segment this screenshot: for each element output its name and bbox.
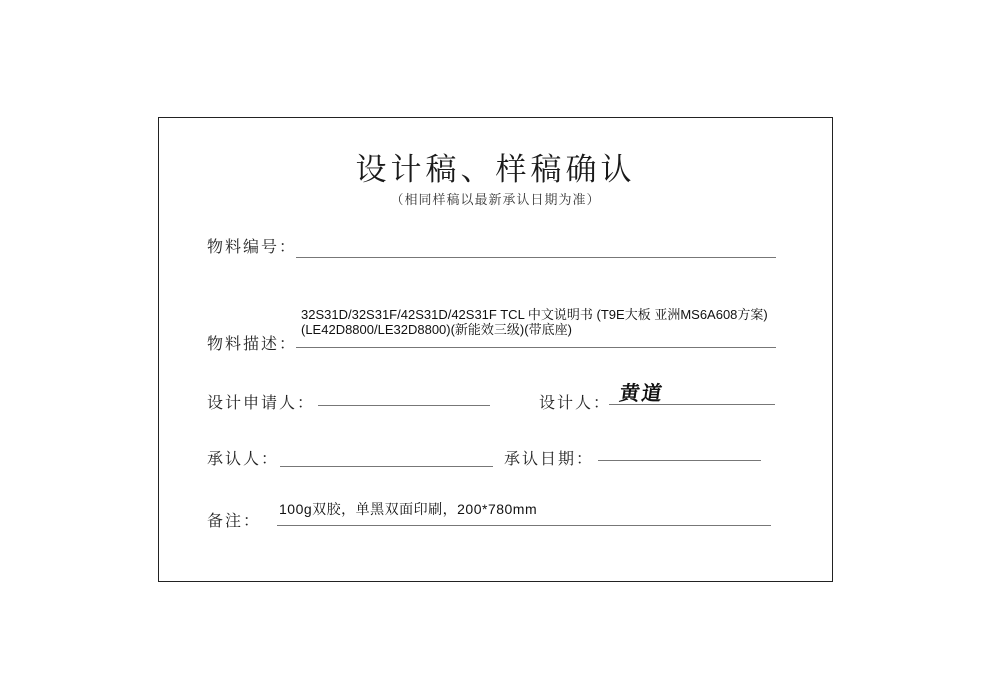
form-title: 设计稿、样稿确认 [355, 152, 636, 188]
approver-label: 承认人： [207, 449, 280, 468]
confirmation-form [158, 117, 833, 582]
material-number-field[interactable] [296, 257, 776, 258]
form-subtitle: （相同样稿以最新承认日期为准） [390, 193, 601, 208]
material-description-label: 物料描述： [207, 334, 298, 353]
material-number-label: 物料编号： [207, 237, 298, 256]
remarks-value: 100g双胶，单黑双面印刷，200*780mm [279, 501, 538, 517]
design-applicant-field[interactable] [318, 405, 490, 406]
material-description-field[interactable] [296, 347, 776, 348]
approver-field[interactable] [280, 466, 493, 467]
material-description-line2: (LE42D8800/LE32D8800)(新能效三级)(带底座) [301, 322, 572, 337]
material-description-line1: 32S31D/32S31F/42S31D/42S31F TCL 中文说明书 (T9E大板 亚洲MS6A608方案) [301, 307, 768, 322]
approval-date-field[interactable] [598, 460, 761, 461]
approval-date-label: 承认日期： [504, 449, 595, 468]
remarks-field[interactable] [277, 525, 771, 526]
designer-signature: 黄道 [618, 381, 666, 405]
design-applicant-label: 设计申请人： [207, 393, 316, 412]
designer-label: 设计人： [539, 393, 612, 412]
remarks-label: 备注： [207, 511, 262, 530]
designer-field[interactable] [609, 404, 775, 405]
